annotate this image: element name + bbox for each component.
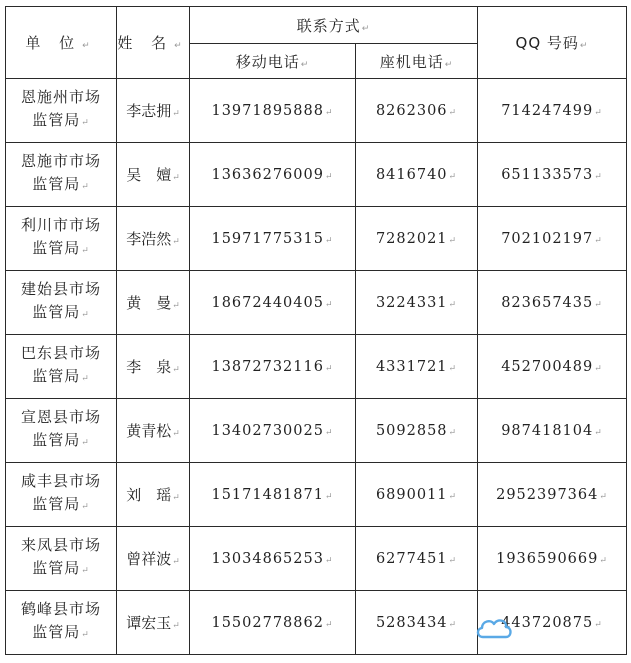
qq-cell: 987418104↵	[478, 399, 627, 463]
qq-cell: 823657435↵	[478, 271, 627, 335]
contact-group-header: 联系方式↵	[190, 7, 478, 44]
table-row	[6, 143, 627, 207]
name-header: 姓 名↵	[117, 7, 190, 79]
qq-cell: 1936590669↵	[478, 527, 627, 591]
unit-cell: 宣恩县市场 监管局↵	[6, 399, 117, 463]
person-name-cell: 曾祥波↵	[117, 527, 190, 591]
mobile-cell: 13636276009↵	[190, 143, 356, 207]
table-row	[6, 79, 627, 143]
landline-cell: 6890011↵	[356, 463, 478, 527]
landline-cell: 8262306↵	[356, 79, 478, 143]
unit-cell: 鹤峰县市场 监管局↵	[6, 591, 117, 655]
unit-cell: 利川市市场 监管局↵	[6, 207, 117, 271]
person-name-cell: 李志拥↵	[117, 79, 190, 143]
unit-header: 单 位↵	[6, 7, 117, 79]
qq-header: QQ 号码↵	[478, 7, 627, 79]
person-name-cell: 黄青松↵	[117, 399, 190, 463]
table-row	[6, 463, 627, 527]
unit-cell: 建始县市场 监管局↵	[6, 271, 117, 335]
landline-cell: 4331721↵	[356, 335, 478, 399]
table-row	[6, 335, 627, 399]
mobile-cell: 13034865253↵	[190, 527, 356, 591]
qq-cell: 651133573↵	[478, 143, 627, 207]
table-row	[6, 271, 627, 335]
mobile-cell: 15971775315↵	[190, 207, 356, 271]
mobile-cell: 18672440405↵	[190, 271, 356, 335]
qq-cell: 443720875↵	[478, 591, 627, 655]
person-name-cell: 李 泉↵	[117, 335, 190, 399]
unit-cell: 来凤县市场 监管局↵	[6, 527, 117, 591]
landline-cell: 8416740↵	[356, 143, 478, 207]
qq-cell: 452700489↵	[478, 335, 627, 399]
landline-cell: 6277451↵	[356, 527, 478, 591]
table-row	[6, 399, 627, 463]
qq-cell: 2952397364↵	[478, 463, 627, 527]
unit-cell: 恩施市市场 监管局↵	[6, 143, 117, 207]
contact-table	[5, 6, 627, 655]
person-name-cell: 刘 瑶↵	[117, 463, 190, 527]
mobile-cell: 13971895888↵	[190, 79, 356, 143]
landline-cell: 5283434↵	[356, 591, 478, 655]
table-row	[6, 527, 627, 591]
unit-cell: 恩施州市场 监管局↵	[6, 79, 117, 143]
unit-cell: 咸丰县市场 监管局↵	[6, 463, 117, 527]
mobile-header: 移动电话↵	[190, 44, 356, 79]
mobile-cell: 15171481871↵	[190, 463, 356, 527]
unit-cell: 巴东县市场 监管局↵	[6, 335, 117, 399]
mobile-cell: 13402730025↵	[190, 399, 356, 463]
header-row	[6, 7, 627, 44]
landline-header: 座机电话↵	[356, 44, 478, 79]
landline-cell: 5092858↵	[356, 399, 478, 463]
person-name-cell: 吴 嬗↵	[117, 143, 190, 207]
table-row	[6, 207, 627, 271]
cloud-watermark	[474, 613, 514, 641]
landline-cell: 3224331↵	[356, 271, 478, 335]
person-name-cell: 李浩然↵	[117, 207, 190, 271]
person-name-cell: 谭宏玉↵	[117, 591, 190, 655]
landline-cell: 7282021↵	[356, 207, 478, 271]
person-name-cell: 黄 曼↵	[117, 271, 190, 335]
qq-cell: 714247499↵	[478, 79, 627, 143]
cloud-icon	[474, 613, 514, 641]
mobile-cell: 15502778862↵	[190, 591, 356, 655]
mobile-cell: 13872732116↵	[190, 335, 356, 399]
table-row	[6, 591, 627, 655]
qq-cell: 702102197↵	[478, 207, 627, 271]
